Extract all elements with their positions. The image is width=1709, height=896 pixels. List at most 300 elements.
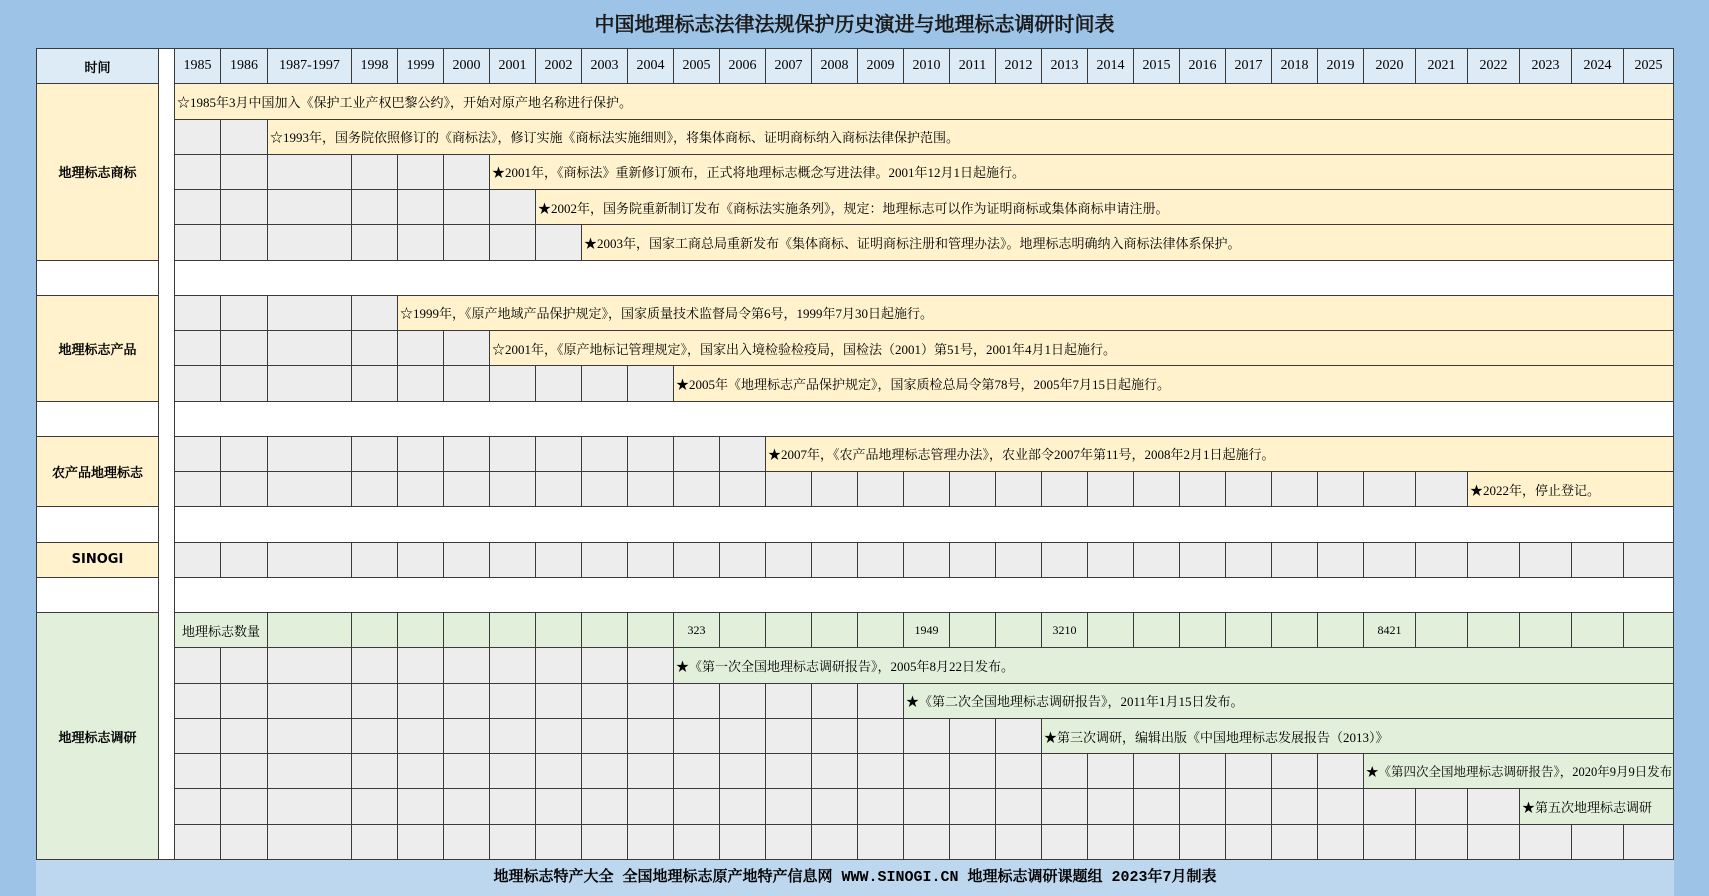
empty-year-cell: [674, 789, 720, 824]
empty-year-cell: [1180, 754, 1226, 789]
empty-year-cell: [398, 225, 444, 260]
year-header: 1998: [352, 49, 398, 84]
event-cell: ★《第一次全国地理标志调研报告》，2005年8月22日发布。: [674, 648, 1674, 683]
empty-year-cell: [674, 825, 720, 860]
empty-year-cell: [490, 719, 536, 754]
empty-year-cell: [628, 472, 674, 507]
empty-year-cell: [490, 825, 536, 860]
empty-year-cell: [175, 472, 221, 507]
empty-year-cell: [221, 543, 268, 578]
empty-year-cell: [996, 825, 1042, 860]
empty-year-cell: [268, 366, 352, 401]
spacer-column: [159, 49, 175, 860]
empty-year-cell: [221, 472, 268, 507]
empty-year-cell: [1042, 825, 1088, 860]
empty-year-cell: [175, 648, 221, 683]
count-cell-empty: [766, 613, 812, 648]
empty-year-cell: [1520, 825, 1572, 860]
empty-year-cell: [950, 719, 996, 754]
empty-year-cell: [398, 366, 444, 401]
empty-year-cell: [490, 225, 536, 260]
year-header: 2022: [1468, 49, 1520, 84]
empty-year-cell: [1624, 825, 1674, 860]
empty-year-cell: [582, 825, 628, 860]
count-cell-empty: [582, 613, 628, 648]
empty-year-cell: [352, 754, 398, 789]
empty-year-cell: [352, 825, 398, 860]
empty-year-cell: [628, 437, 674, 472]
empty-year-cell: [221, 120, 268, 155]
empty-year-cell: [175, 543, 221, 578]
empty-year-cell: [536, 366, 582, 401]
empty-year-cell: [904, 754, 950, 789]
year-header: 2021: [1416, 49, 1468, 84]
empty-year-cell: [766, 684, 812, 719]
count-cell-empty: [398, 613, 444, 648]
event-cell: ☆2001年，《原产地标记管理规定》，国家出入境检验检疫局，国检法（2001）第51号，2001年4月1日起施行。: [490, 331, 1674, 366]
empty-year-cell: [582, 719, 628, 754]
year-header: 2009: [858, 49, 904, 84]
empty-year-cell: [490, 366, 536, 401]
page-title: 中国地理标志法律法规保护历史演进与地理标志调研时间表: [594, 12, 1115, 36]
blank-row-label: [37, 261, 159, 296]
empty-year-cell: [398, 648, 444, 683]
year-header: 2005: [674, 49, 720, 84]
count-cell-empty: [628, 613, 674, 648]
empty-year-cell: [352, 648, 398, 683]
empty-year-cell: [268, 296, 352, 331]
event-cell: ★2003年，国家工商总局重新发布《集体商标、证明商标注册和管理办法》。地理标志明确纳入商标法律体系保护。: [582, 225, 1674, 260]
empty-year-cell: [720, 719, 766, 754]
count-cell-empty: [444, 613, 490, 648]
empty-year-cell: [268, 190, 352, 225]
empty-year-cell: [536, 754, 582, 789]
empty-year-cell: [1520, 543, 1572, 578]
blank-row: [175, 402, 1674, 437]
year-header: 2004: [628, 49, 674, 84]
count-cell-empty: [1572, 613, 1624, 648]
empty-year-cell: [674, 472, 720, 507]
empty-year-cell: [628, 825, 674, 860]
empty-year-cell: [628, 719, 674, 754]
empty-year-cell: [444, 437, 490, 472]
footer-credits: 地理标志特产大全 全国地理标志原产地特产信息网 WWW.SINOGI.CN 地理标志调研课题组 2023年7月制表: [36, 860, 1674, 896]
empty-year-cell: [490, 190, 536, 225]
empty-year-cell: [352, 472, 398, 507]
empty-year-cell: [858, 825, 904, 860]
empty-year-cell: [444, 825, 490, 860]
empty-year-cell: [1572, 543, 1624, 578]
year-header: 2017: [1226, 49, 1272, 84]
empty-year-cell: [536, 684, 582, 719]
empty-year-cell: [536, 825, 582, 860]
empty-year-cell: [1468, 825, 1520, 860]
empty-year-cell: [1088, 789, 1134, 824]
empty-year-cell: [812, 719, 858, 754]
empty-year-cell: [582, 648, 628, 683]
empty-year-cell: [1042, 543, 1088, 578]
count-cell-empty: [1272, 613, 1318, 648]
empty-year-cell: [221, 366, 268, 401]
empty-year-cell: [398, 754, 444, 789]
empty-year-cell: [1416, 472, 1468, 507]
empty-year-cell: [950, 472, 996, 507]
empty-year-cell: [812, 754, 858, 789]
empty-year-cell: [352, 331, 398, 366]
empty-year-cell: [904, 825, 950, 860]
empty-year-cell: [536, 472, 582, 507]
empty-year-cell: [398, 719, 444, 754]
empty-year-cell: [1088, 825, 1134, 860]
empty-year-cell: [1468, 789, 1520, 824]
empty-year-cell: [674, 684, 720, 719]
empty-year-cell: [536, 789, 582, 824]
empty-year-cell: [858, 789, 904, 824]
empty-year-cell: [352, 225, 398, 260]
empty-year-cell: [1468, 543, 1520, 578]
empty-year-cell: [1088, 543, 1134, 578]
empty-year-cell: [766, 825, 812, 860]
count-cell-empty: [812, 613, 858, 648]
empty-year-cell: [582, 684, 628, 719]
empty-year-cell: [268, 789, 352, 824]
empty-year-cell: [352, 437, 398, 472]
empty-year-cell: [628, 648, 674, 683]
empty-year-cell: [175, 120, 221, 155]
event-cell: ★2022年，停止登记。: [1468, 472, 1674, 507]
empty-year-cell: [398, 825, 444, 860]
empty-year-cell: [1318, 789, 1364, 824]
empty-year-cell: [812, 543, 858, 578]
event-cell: ★《第二次全国地理标志调研报告》，2011年1月15日发布。: [904, 684, 1674, 719]
count-cell-empty: [268, 613, 352, 648]
empty-year-cell: [352, 190, 398, 225]
empty-year-cell: [221, 789, 268, 824]
empty-year-cell: [996, 543, 1042, 578]
year-header: 2000: [444, 49, 490, 84]
count-cell-empty: [1468, 613, 1520, 648]
empty-year-cell: [582, 754, 628, 789]
empty-year-cell: [444, 331, 490, 366]
year-header: 2002: [536, 49, 582, 84]
empty-year-cell: [352, 155, 398, 190]
event-cell: ☆1993年，国务院依照修订的《商标法》，修订实施《商标法实施细则》，将集体商标、证明商标纳入商标法律保护范围。: [268, 120, 1674, 155]
empty-year-cell: [812, 789, 858, 824]
blank-row: [175, 578, 1674, 613]
empty-year-cell: [1134, 789, 1180, 824]
year-header: 1999: [398, 49, 444, 84]
empty-year-cell: [444, 754, 490, 789]
year-header: 2011: [950, 49, 996, 84]
year-header: 2024: [1572, 49, 1624, 84]
empty-year-cell: [352, 366, 398, 401]
empty-year-cell: [628, 684, 674, 719]
empty-year-cell: [444, 719, 490, 754]
empty-year-cell: [720, 789, 766, 824]
empty-year-cell: [858, 719, 904, 754]
year-header: 1987-1997: [268, 49, 352, 84]
count-cell-empty: [490, 613, 536, 648]
count-cell-empty: [1180, 613, 1226, 648]
empty-year-cell: [398, 331, 444, 366]
count-cell-empty: [950, 613, 996, 648]
empty-year-cell: [398, 472, 444, 507]
empty-year-cell: [1180, 543, 1226, 578]
year-header: 2025: [1624, 49, 1674, 84]
year-header: 2013: [1042, 49, 1088, 84]
event-cell: ★第五次地理标志调研: [1520, 789, 1674, 824]
empty-year-cell: [490, 789, 536, 824]
empty-year-cell: [1134, 543, 1180, 578]
event-cell: ☆1999年，《原产地域产品保护规定》，国家质量技术监督局令第6号，1999年7月30日起施行。: [398, 296, 1674, 331]
empty-year-cell: [444, 648, 490, 683]
empty-year-cell: [628, 789, 674, 824]
empty-year-cell: [175, 366, 221, 401]
empty-year-cell: [444, 472, 490, 507]
empty-year-cell: [268, 684, 352, 719]
empty-year-cell: [720, 684, 766, 719]
empty-year-cell: [1226, 472, 1272, 507]
empty-year-cell: [221, 719, 268, 754]
empty-year-cell: [175, 190, 221, 225]
event-cell: ★《第四次全国地理标志调研报告》，2020年9月9日发布: [1364, 754, 1674, 789]
empty-year-cell: [490, 472, 536, 507]
event-cell: ★2007年，《农产品地理标志管理办法》，农业部令2007年第11号，2008年2月1日起施行。: [766, 437, 1674, 472]
empty-year-cell: [582, 543, 628, 578]
empty-year-cell: [582, 789, 628, 824]
year-header: 2001: [490, 49, 536, 84]
empty-year-cell: [444, 789, 490, 824]
empty-year-cell: [1272, 789, 1318, 824]
empty-year-cell: [490, 437, 536, 472]
empty-year-cell: [221, 825, 268, 860]
count-cell-empty: [996, 613, 1042, 648]
empty-year-cell: [268, 754, 352, 789]
empty-year-cell: [268, 825, 352, 860]
empty-year-cell: [175, 825, 221, 860]
empty-year-cell: [858, 472, 904, 507]
empty-year-cell: [268, 331, 352, 366]
empty-year-cell: [268, 648, 352, 683]
year-header: 2023: [1520, 49, 1572, 84]
event-cell: ★2001年，《商标法》重新修订颁布，正式将地理标志概念写进法律。2001年12月1日起施行。: [490, 155, 1674, 190]
empty-year-cell: [628, 366, 674, 401]
year-header: 2006: [720, 49, 766, 84]
empty-year-cell: [1572, 825, 1624, 860]
count-cell-empty: [1134, 613, 1180, 648]
empty-year-cell: [766, 719, 812, 754]
section-label: 农产品地理标志: [37, 437, 159, 508]
year-header: 2008: [812, 49, 858, 84]
count-cell-empty: [1088, 613, 1134, 648]
count-cell-empty: [1624, 613, 1674, 648]
section-label: 地理标志调研: [37, 613, 159, 860]
empty-year-cell: [766, 754, 812, 789]
year-header: 2016: [1180, 49, 1226, 84]
empty-year-cell: [1318, 754, 1364, 789]
year-header: 2015: [1134, 49, 1180, 84]
empty-year-cell: [1226, 754, 1272, 789]
empty-year-cell: [490, 648, 536, 683]
blank-row: [175, 507, 1674, 542]
empty-year-cell: [398, 155, 444, 190]
empty-year-cell: [766, 472, 812, 507]
empty-year-cell: [1318, 543, 1364, 578]
empty-year-cell: [1364, 789, 1416, 824]
year-header: 2018: [1272, 49, 1318, 84]
empty-year-cell: [1416, 543, 1468, 578]
count-cell-empty: [536, 613, 582, 648]
empty-year-cell: [1180, 825, 1226, 860]
year-header: 2012: [996, 49, 1042, 84]
empty-year-cell: [720, 437, 766, 472]
empty-year-cell: [398, 543, 444, 578]
empty-year-cell: [268, 472, 352, 507]
empty-year-cell: [268, 719, 352, 754]
timeline-table: [36, 48, 1674, 860]
empty-year-cell: [352, 543, 398, 578]
empty-year-cell: [175, 155, 221, 190]
year-header: 2007: [766, 49, 812, 84]
empty-year-cell: [720, 825, 766, 860]
empty-year-cell: [1318, 825, 1364, 860]
empty-year-cell: [720, 543, 766, 578]
blank-row-label: [37, 578, 159, 613]
empty-year-cell: [582, 437, 628, 472]
count-cell: 8421: [1364, 613, 1416, 648]
section-label: SINOGI: [37, 543, 159, 578]
empty-year-cell: [175, 754, 221, 789]
empty-year-cell: [858, 684, 904, 719]
count-row-label: 地理标志数量: [175, 613, 268, 648]
empty-year-cell: [1272, 472, 1318, 507]
empty-year-cell: [766, 789, 812, 824]
empty-year-cell: [536, 225, 582, 260]
empty-year-cell: [812, 825, 858, 860]
empty-year-cell: [221, 296, 268, 331]
empty-year-cell: [175, 331, 221, 366]
count-cell: 1949: [904, 613, 950, 648]
empty-year-cell: [996, 719, 1042, 754]
year-header: 2003: [582, 49, 628, 84]
empty-year-cell: [1272, 754, 1318, 789]
empty-year-cell: [398, 437, 444, 472]
empty-year-cell: [904, 789, 950, 824]
blank-row: [175, 261, 1674, 296]
empty-year-cell: [904, 719, 950, 754]
empty-year-cell: [858, 543, 904, 578]
empty-year-cell: [674, 437, 720, 472]
empty-year-cell: [628, 754, 674, 789]
empty-year-cell: [490, 684, 536, 719]
empty-year-cell: [858, 754, 904, 789]
empty-year-cell: [1134, 754, 1180, 789]
count-cell-empty: [720, 613, 766, 648]
empty-year-cell: [352, 296, 398, 331]
empty-year-cell: [398, 789, 444, 824]
empty-year-cell: [352, 719, 398, 754]
empty-year-cell: [674, 754, 720, 789]
empty-year-cell: [950, 543, 996, 578]
count-cell-empty: [1318, 613, 1364, 648]
empty-year-cell: [268, 437, 352, 472]
empty-year-cell: [175, 719, 221, 754]
empty-year-cell: [536, 437, 582, 472]
empty-year-cell: [175, 789, 221, 824]
empty-year-cell: [221, 331, 268, 366]
empty-year-cell: [1364, 543, 1416, 578]
count-cell-empty: [1416, 613, 1468, 648]
empty-year-cell: [444, 155, 490, 190]
empty-year-cell: [444, 543, 490, 578]
empty-year-cell: [996, 472, 1042, 507]
year-header: 2010: [904, 49, 950, 84]
empty-year-cell: [766, 543, 812, 578]
event-cell: ★2002年，国务院重新制订发布《商标法实施条列》，规定：地理标志可以作为证明商标或集体商标申请注册。: [536, 190, 1674, 225]
empty-year-cell: [1226, 543, 1272, 578]
empty-year-cell: [950, 789, 996, 824]
count-cell-empty: [1520, 613, 1572, 648]
empty-year-cell: [904, 543, 950, 578]
empty-year-cell: [221, 225, 268, 260]
empty-year-cell: [490, 543, 536, 578]
count-cell-empty: [352, 613, 398, 648]
empty-year-cell: [582, 472, 628, 507]
empty-year-cell: [221, 684, 268, 719]
empty-year-cell: [352, 684, 398, 719]
empty-year-cell: [720, 754, 766, 789]
empty-year-cell: [221, 754, 268, 789]
empty-year-cell: [221, 190, 268, 225]
count-cell-empty: [1226, 613, 1272, 648]
empty-year-cell: [221, 437, 268, 472]
empty-year-cell: [175, 684, 221, 719]
count-cell: 323: [674, 613, 720, 648]
blank-row-label: [37, 507, 159, 542]
count-cell-empty: [858, 613, 904, 648]
empty-year-cell: [1042, 754, 1088, 789]
empty-year-cell: [812, 472, 858, 507]
count-cell: 3210: [1042, 613, 1088, 648]
empty-year-cell: [904, 472, 950, 507]
empty-year-cell: [720, 472, 766, 507]
empty-year-cell: [175, 437, 221, 472]
empty-year-cell: [1272, 825, 1318, 860]
empty-year-cell: [950, 825, 996, 860]
empty-year-cell: [444, 190, 490, 225]
empty-year-cell: [444, 684, 490, 719]
empty-year-cell: [996, 789, 1042, 824]
empty-year-cell: [175, 296, 221, 331]
empty-year-cell: [628, 543, 674, 578]
event-cell: ☆1985年3月中国加入《保护工业产权巴黎公约》，开始对原产地名称进行保护。: [175, 84, 1674, 119]
year-header: 2020: [1364, 49, 1416, 84]
empty-year-cell: [352, 789, 398, 824]
empty-year-cell: [1088, 472, 1134, 507]
year-header: 1986: [221, 49, 268, 84]
empty-year-cell: [444, 366, 490, 401]
empty-year-cell: [996, 754, 1042, 789]
time-column-header: 时间: [37, 49, 159, 84]
empty-year-cell: [268, 155, 352, 190]
empty-year-cell: [1364, 825, 1416, 860]
event-cell: ★第三次调研，编辑出版《中国地理标志发展报告（2013）》: [1042, 719, 1674, 754]
empty-year-cell: [1042, 789, 1088, 824]
empty-year-cell: [1272, 543, 1318, 578]
year-header: 1985: [175, 49, 221, 84]
empty-year-cell: [1134, 825, 1180, 860]
empty-year-cell: [950, 754, 996, 789]
